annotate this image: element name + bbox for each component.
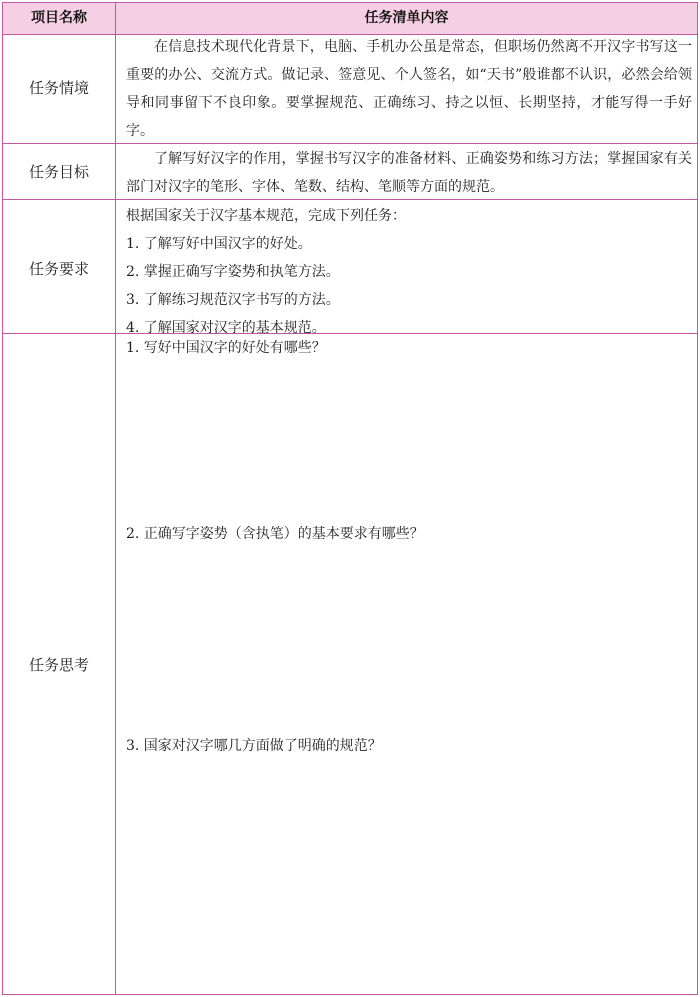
scenario-content [126,33,692,145]
row-label-requirements: 任务要求 [28,260,89,278]
row-label-reflection: 任务思考 [28,656,89,674]
table-header [3,3,697,35]
requirements-content [126,202,692,342]
requirement-item: 2. 掌握正确写字姿势和执笔方法。 [126,264,340,280]
requirements-intro: 根据国家关于汉字基本规范，完成下列任务： [126,208,406,224]
scenario-text: 在信息技术现代化背景下，电脑、手机办公虽是常态，但职场仍然离不开汉字书写这一重要的办公、交流方式。做记录、签意见、个人签名，如“天书”般谁都不认识，必然会给领导和同事留下不良印象。要掌握规范、正确练习、持之以恒、长期坚持，才能写得一手好字。 [126,39,693,139]
reflection-question: 1. 写好中国汉字的好处有哪些？ [126,340,326,356]
row-label-scenario: 任务情境 [28,79,89,97]
task-list-table [2,2,698,995]
reflection-question: 3. 国家对汉字哪几方面做了明确的规范？ [126,738,382,754]
requirement-item: 3. 了解练习规范汉字书写的方法。 [126,292,340,308]
header-project-name: 项目名称 [31,10,87,26]
row-label-goal: 任务目标 [28,163,89,181]
column-divider [115,3,116,994]
goal-content [126,145,692,201]
reflection-question: 2. 正确写字姿势（含执笔）的基本要求有哪些？ [126,526,424,542]
requirement-item: 4. 了解国家对汉字的基本规范。 [126,320,326,336]
requirement-item: 1. 了解写好中国汉字的好处。 [126,236,312,252]
header-task-content: 任务清单内容 [364,10,449,26]
goal-text: 了解写好汉字的作用，掌握书写汉字的准备材料、正确姿势和练习方法；掌握国家有关部门对汉字的笔形、字体、笔数、结构、笔顺等方面的规范。 [126,151,693,195]
